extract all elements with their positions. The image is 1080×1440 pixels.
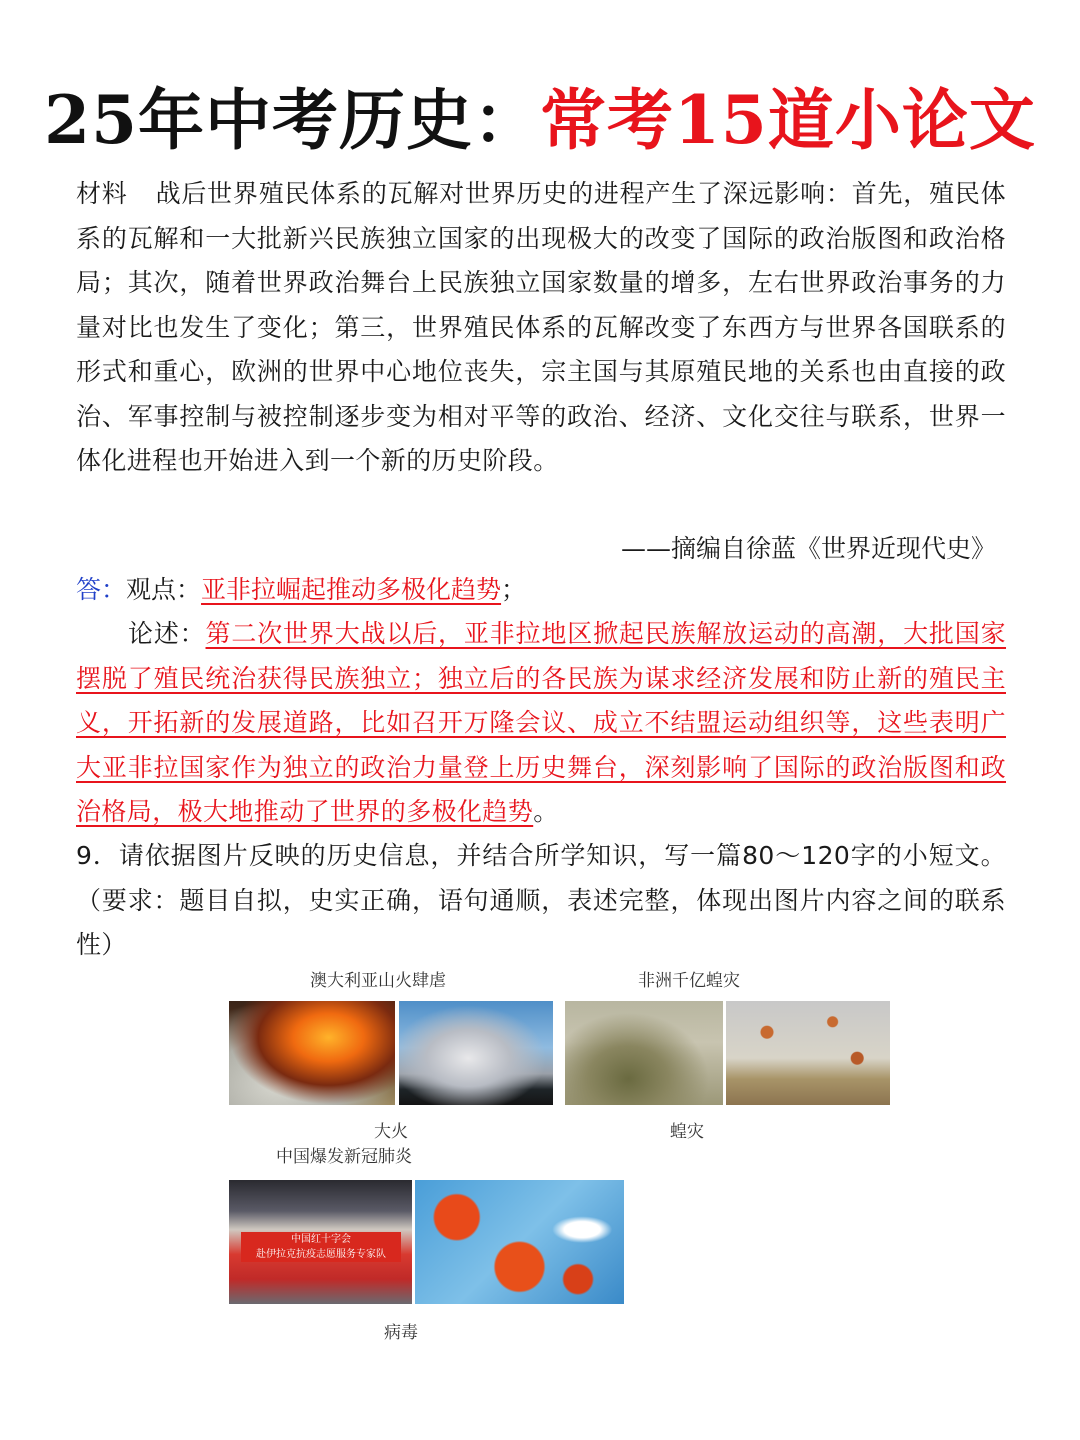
material-source: ——摘编自徐蓝《世界近现代史》 — [620, 534, 996, 563]
figure-title-fire: 澳大利亚山火肆虐 — [310, 971, 446, 991]
figure-title-covid: 中国爆发新冠肺炎 — [276, 1147, 412, 1167]
question-9: 9．请依据图片反映的历史信息，并结合所学知识，写一篇80～120字的小短文。（要求：题目自拟，史实正确，语句通顺，表述完整，体现出图片内容之间的联系性） — [76, 841, 1006, 959]
caption-locust: 蝗灾 — [670, 1122, 704, 1142]
title-black-part: 25年中考历史： — [44, 81, 540, 159]
viewpoint-end: ； — [501, 575, 527, 604]
material-paragraph — [76, 172, 1006, 484]
answer-argument — [76, 612, 1006, 835]
title-red-part: 常考15道小论文 — [540, 81, 1036, 159]
material-label: 材料 — [76, 179, 128, 208]
viewpoint-label: 观点： — [126, 575, 202, 604]
photo-virus-illustration — [415, 1180, 624, 1304]
photo-red-cross-team — [229, 1180, 412, 1304]
banner-line-1: 中国红十字会 — [291, 1234, 351, 1245]
caption-fire: 大火 — [374, 1122, 408, 1142]
photo-locust-swarm-air — [726, 1001, 890, 1105]
answer-label: 答： — [76, 575, 127, 604]
page-title — [0, 78, 1080, 162]
photo-bushfire-flames — [229, 1001, 395, 1105]
figure-title-locust: 非洲千亿蝗灾 — [638, 971, 740, 991]
argument-end: 。 — [533, 797, 559, 826]
photo-locust-swarm-ground — [565, 1001, 723, 1105]
argument-label: 论述： — [128, 619, 206, 648]
viewpoint-text: 亚非拉崛起推动多极化趋势 — [201, 575, 502, 604]
red-cross-banner — [241, 1232, 401, 1262]
material-text: 战后世界殖民体系的瓦解对世界历史的进程产生了深远影响：首先，殖民体系的瓦解和一大批新兴民族独立国家的出现极大的改变了国际的政治版图和政治格局；其次，随着世界政治舞台上民族独立国家数量的增多，左右世界政治事务的力量对比也发生了变化；第三，世界殖民体系的瓦解改变了东西方与世界各国联系的形式和重心，欧洲的世界中心地位丧失，宗主国与其原殖民地的关系也由直接的政治、军事控制与被控制逐步变为相对平等的政治、经济、文化交往与联系，世界一体化进程也开始进入到一个新的历史阶段。 — [76, 179, 1007, 475]
argument-text: 第二次世界大战以后，亚非拉地区掀起民族解放运动的高潮，大批国家摆脱了殖民统治获得民族独立；独立后的各民族为谋求经济发展和防止新的殖民主义，开拓新的发展道路，比如召开万隆会议、成立不结盟运动组织等，这些表明广大亚非拉国家作为独立的政治力量登上历史舞台，深刻影响了国际的政治版图和政治格局，极大地推动了世界的多极化趋势 — [76, 619, 1007, 826]
photo-bushfire-smoke — [399, 1001, 553, 1105]
caption-virus: 病毒 — [384, 1323, 418, 1343]
answer-viewpoint-line — [76, 568, 526, 613]
banner-line-2: 赴伊拉克抗疫志愿服务专家队 — [256, 1249, 386, 1260]
